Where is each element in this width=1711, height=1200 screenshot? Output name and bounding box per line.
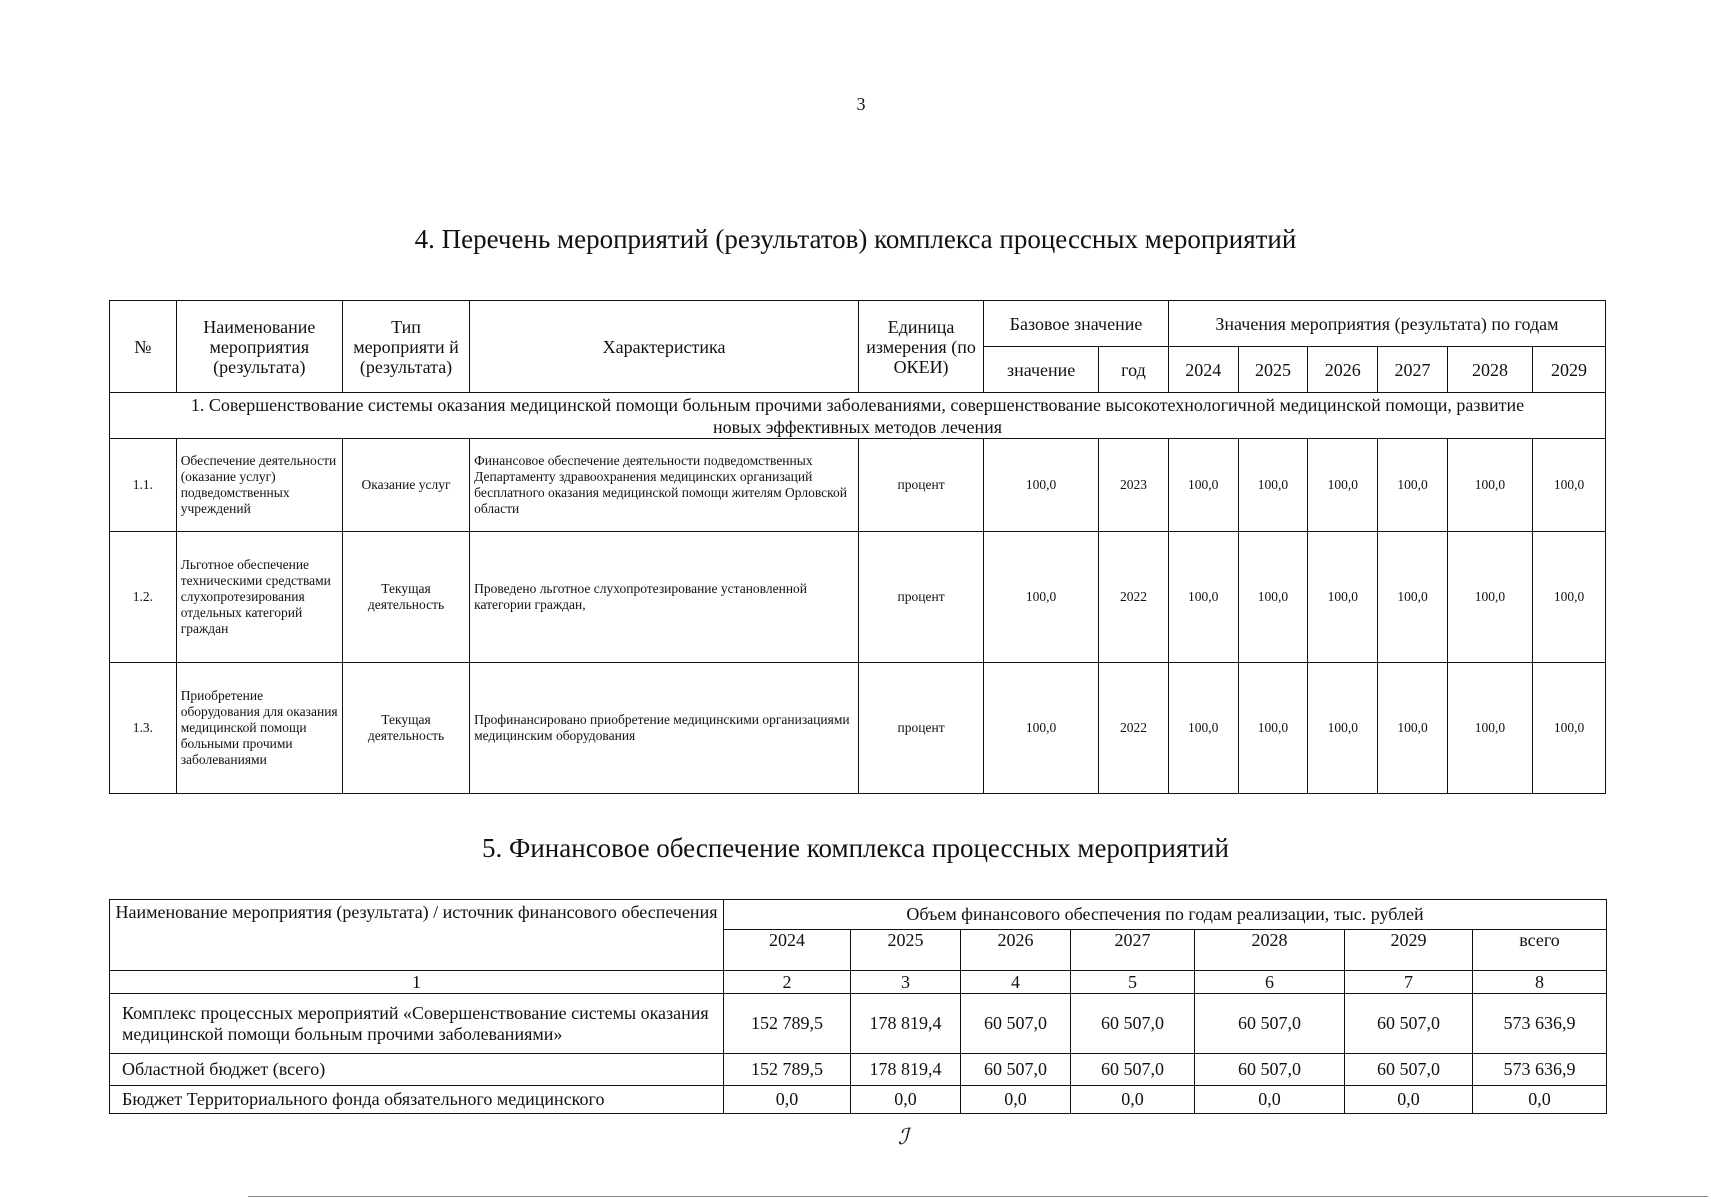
row-base-value: 100,0 [984,439,1099,532]
row-value: 100,0 [1238,532,1308,663]
finance-value: 60 507,0 [961,994,1071,1054]
page-bottom-rule [248,1196,1708,1197]
finance-value: 60 507,0 [961,1054,1071,1086]
header-years-group: Значения мероприятия (результата) по годам [1168,301,1605,347]
finance-header-total: всего [1473,930,1607,971]
finance-table [109,899,1607,1114]
finance-row-name: Комплекс процессных мероприятий «Совершенствование системы оказания медицинской помощи больным прочими заболеваниями» [110,994,724,1054]
column-number: 2 [724,971,851,994]
finance-value: 0,0 [1071,1086,1195,1114]
header-type: Тип мероприяти й (результата) [342,301,469,393]
row-value: 100,0 [1533,439,1606,532]
handwritten-mark: ℐ [898,1124,909,1149]
finance-header-volume: Объем финансового обеспечения по годам реализации, тыс. рублей [724,900,1607,930]
finance-header-name: Наименование мероприятия (результата) / источник финансового обеспечения [110,900,724,971]
column-number: 3 [851,971,961,994]
header-characteristic: Характеристика [470,301,859,393]
header-year: 2024 [1168,347,1238,393]
column-number: 4 [961,971,1071,994]
row-value: 100,0 [1168,663,1238,794]
row-value: 100,0 [1168,532,1238,663]
finance-header-year: 2029 [1345,930,1473,971]
header-year: 2026 [1308,347,1378,393]
row-base-year: 2022 [1099,663,1169,794]
row-name: Обеспечение деятельности (оказание услуг) подведомственных учреждений [176,439,342,532]
finance-value: 0,0 [1345,1086,1473,1114]
finance-value: 60 507,0 [1071,1054,1195,1086]
table-row [110,1054,1607,1086]
finance-value: 178 819,4 [851,1054,961,1086]
header-unit: Единица измерения (по ОКЕИ) [858,301,983,393]
table-row [110,439,1606,532]
row-value: 100,0 [1447,663,1532,794]
header-year: 2028 [1447,347,1532,393]
table-row [110,663,1606,794]
table-row [110,532,1606,663]
row-value: 100,0 [1378,663,1448,794]
row-name: Приобретение оборудования для оказания медицинской помощи больными прочими заболеваниями [176,663,342,794]
header-year: 2027 [1378,347,1448,393]
row-value: 100,0 [1238,663,1308,794]
row-value: 100,0 [1447,532,1532,663]
finance-header-year: 2025 [851,930,961,971]
column-number: 1 [110,971,724,994]
header-base: Базовое значение [984,301,1169,347]
column-number-row [110,971,1607,994]
column-number: 6 [1195,971,1345,994]
header-year: 2025 [1238,347,1308,393]
finance-value: 152 789,5 [724,994,851,1054]
row-unit: процент [858,532,983,663]
row-num: 1.2. [110,532,177,663]
finance-value: 60 507,0 [1195,1054,1345,1086]
row-characteristic: Проведено льготное слухопротезирование установленной категории граждан, [470,532,859,663]
finance-value: 60 507,0 [1345,994,1473,1054]
row-type: Текущая деятельность [342,532,469,663]
finance-header-year: 2026 [961,930,1071,971]
header-num: № [110,301,177,393]
finance-value: 573 636,9 [1473,994,1607,1054]
row-base-value: 100,0 [984,532,1099,663]
section-heading-row: 1. Совершенствование системы оказания медицинской помощи больным прочими заболеваниями, совершенствование высокотехнологичной медицинской помощи, развитие новых эффективных методов лечения [110,393,1606,439]
finance-value: 0,0 [961,1086,1071,1114]
column-number: 8 [1473,971,1607,994]
finance-header-year: 2024 [724,930,851,971]
finance-row-name: Областной бюджет (всего) [110,1054,724,1086]
row-type: Текущая деятельность [342,663,469,794]
finance-value: 60 507,0 [1345,1054,1473,1086]
row-characteristic: Финансовое обеспечение деятельности подведомственных Департаменту здравоохранения медицинских организаций бесплатного оказания медицинской помощи жителям Орловской области [470,439,859,532]
row-num: 1.1. [110,439,177,532]
section-5-title: 5. Финансовое обеспечение комплекса процессных мероприятий [482,833,1229,863]
row-name: Льготное обеспечение техническими средствами слухопротезирования отдельных категорий граждан [176,532,342,663]
section-4-title: 4. Перечень мероприятий (результатов) комплекса процессных мероприятий [414,224,1297,254]
header-base-year: год [1099,347,1169,393]
finance-row-name: Бюджет Территориального фонда обязательного медицинского [110,1086,724,1114]
row-base-value: 100,0 [984,663,1099,794]
row-base-year: 2023 [1099,439,1169,532]
column-number: 5 [1071,971,1195,994]
row-value: 100,0 [1308,532,1378,663]
row-value: 100,0 [1238,439,1308,532]
table-row [110,1086,1607,1114]
row-value: 100,0 [1308,439,1378,532]
finance-value: 178 819,4 [851,994,961,1054]
finance-value: 573 636,9 [1473,1054,1607,1086]
row-num: 1.3. [110,663,177,794]
row-unit: процент [858,439,983,532]
finance-value: 60 507,0 [1195,994,1345,1054]
finance-value: 0,0 [1195,1086,1345,1114]
row-value: 100,0 [1308,663,1378,794]
measures-table [109,300,1606,794]
page-number: 3 [856,94,866,114]
finance-value: 0,0 [1473,1086,1607,1114]
finance-value: 60 507,0 [1071,994,1195,1054]
row-value: 100,0 [1168,439,1238,532]
row-value: 100,0 [1533,532,1606,663]
row-base-year: 2022 [1099,532,1169,663]
header-base-value: значение [984,347,1099,393]
finance-value: 152 789,5 [724,1054,851,1086]
row-value: 100,0 [1533,663,1606,794]
row-value: 100,0 [1378,532,1448,663]
finance-value: 0,0 [851,1086,961,1114]
row-type: Оказание услуг [342,439,469,532]
row-characteristic: Профинансировано приобретение медицинскими организациями медицинским оборудования [470,663,859,794]
header-year: 2029 [1533,347,1606,393]
finance-header-year: 2027 [1071,930,1195,971]
finance-value: 0,0 [724,1086,851,1114]
finance-header-year: 2028 [1195,930,1345,971]
column-number: 7 [1345,971,1473,994]
row-value: 100,0 [1447,439,1532,532]
header-name: Наименование мероприятия (результата) [176,301,342,393]
row-value: 100,0 [1378,439,1448,532]
table-row [110,994,1607,1054]
row-unit: процент [858,663,983,794]
